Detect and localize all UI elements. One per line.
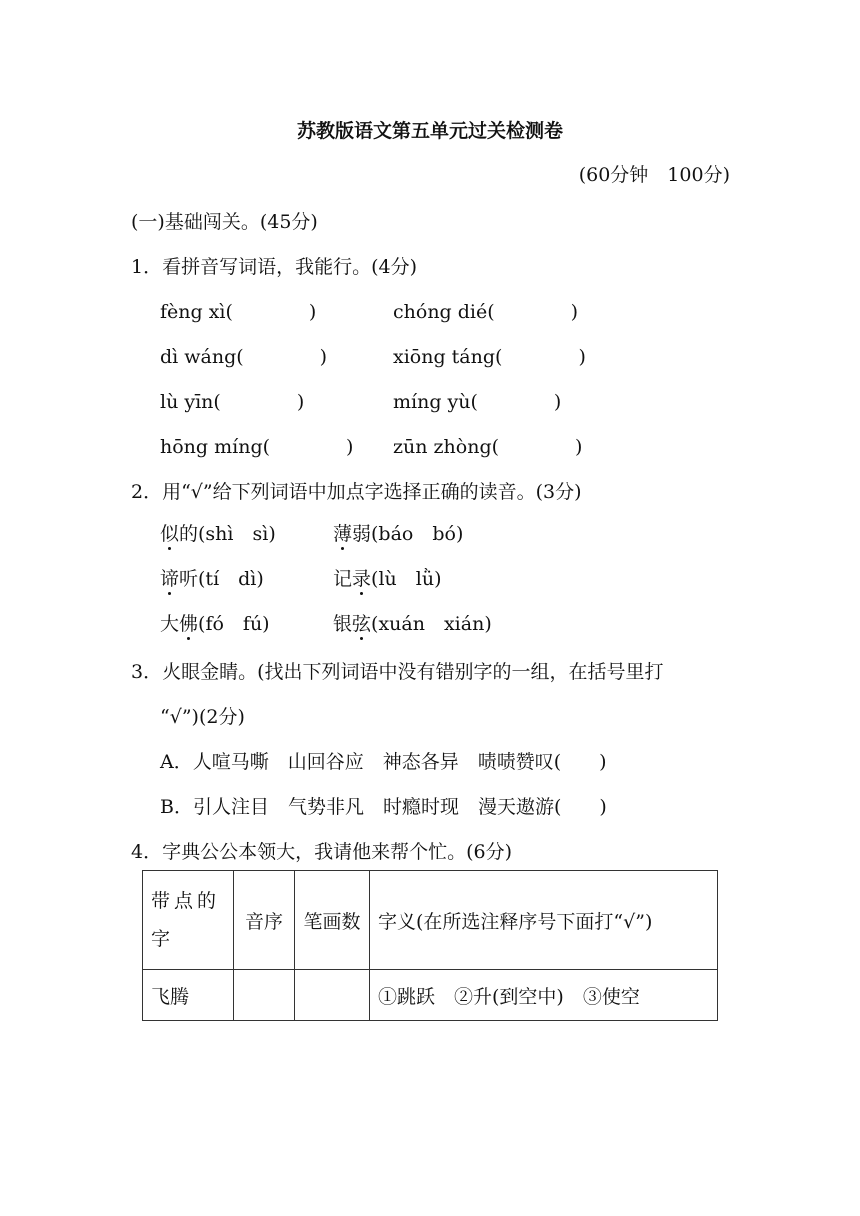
- pinyin-item: lù yīn( ): [160, 391, 305, 413]
- question-3-stem: 3．火眼金睛。(找出下列词语中没有错别字的一组，在括号里打: [131, 661, 664, 683]
- pinyin-item: zūn zhòng( ): [393, 436, 583, 458]
- reading-item: [160, 564, 264, 591]
- cell-phonetic-order[interactable]: [234, 970, 295, 1021]
- reading-options: (fó fú): [198, 613, 270, 635]
- pinyin-item: chóng dié( ): [393, 301, 579, 323]
- time-score: (60分钟 100分): [578, 164, 730, 186]
- dotted-char: 似: [160, 519, 179, 546]
- question-3-stem-cont: “√”)(2分): [160, 706, 245, 728]
- table-header-row: [143, 871, 718, 970]
- header-dotted-char: 带点的字: [143, 871, 234, 970]
- reading-item: [333, 564, 441, 591]
- table-row: [143, 970, 718, 1021]
- reading-item: [160, 609, 270, 636]
- pinyin-item: fèng xì( ): [160, 301, 317, 323]
- dotted-char: 弦: [352, 609, 371, 636]
- reading-item: [333, 519, 463, 546]
- plain-char: 银: [333, 613, 353, 635]
- pinyin-item: hōng míng( ): [160, 436, 354, 458]
- pinyin-item: xiōng táng( ): [393, 346, 586, 368]
- reading-options: 弱(báo bó): [352, 523, 464, 545]
- cell-word: 飞腾: [143, 970, 234, 1021]
- cell-meaning-options: ①跳跃 ②升(到空中) ③使空: [370, 970, 718, 1021]
- dotted-char: 谛: [160, 564, 179, 591]
- dictionary-table: [142, 870, 718, 1021]
- question-1-stem: 1．看拼音写词语，我能行。(4分): [131, 256, 418, 278]
- reading-options: 听(tí dì): [179, 568, 264, 590]
- header-meaning: 字义(在所选注释序号下面打“√”): [370, 871, 718, 970]
- page-title: 苏教版语文第五单元过关检测卷: [296, 120, 563, 142]
- header-phonetic-order: 音序: [234, 871, 295, 970]
- question-2-stem: 2．用“√”给下列词语中加点字选择正确的读音。(3分): [131, 481, 582, 503]
- header-stroke-count: 笔画数: [295, 871, 370, 970]
- pinyin-item: dì wáng( ): [160, 346, 328, 368]
- reading-item: [333, 609, 492, 636]
- reading-options: 的(shì sì): [179, 523, 276, 545]
- option-b: B．引人注目 气势非凡 时瘾时现 漫天遨游( ): [160, 796, 607, 818]
- dotted-char: 录: [352, 564, 371, 591]
- pinyin-item: míng yù( ): [393, 391, 562, 413]
- section-heading: (一)基础闯关。(45分): [131, 211, 318, 233]
- cell-stroke-count[interactable]: [295, 970, 370, 1021]
- reading-options: (xuán xián): [371, 613, 492, 635]
- question-4-stem: 4．字典公公本领大，我请他来帮个忙。(6分): [131, 841, 513, 863]
- reading-item: [160, 519, 276, 546]
- dotted-char: 佛: [179, 609, 198, 636]
- option-a: A．人喧马嘶 山回谷应 神态各异 啧啧赞叹( ): [160, 751, 607, 773]
- reading-options: (lù lǜ): [371, 568, 442, 590]
- dotted-char: 薄: [333, 519, 352, 546]
- plain-char: 记: [333, 568, 353, 590]
- plain-char: 大: [160, 613, 180, 635]
